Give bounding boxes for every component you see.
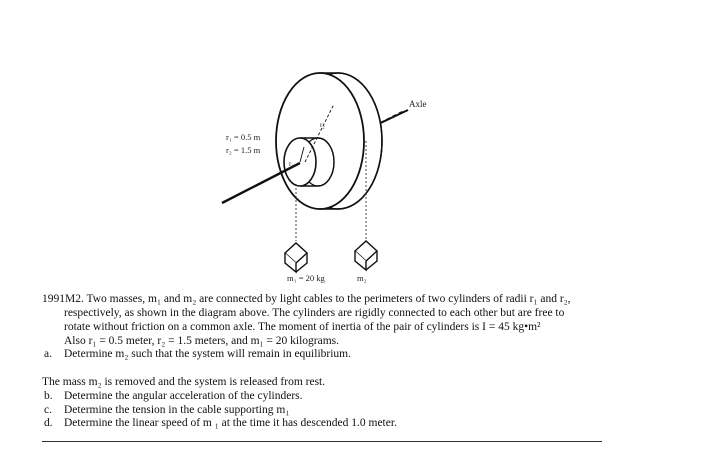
problem-intro-line: 1991M2. Two masses, m₁ and m₂ are connected by light cables to the perimeters of two cylinders of radii r₁ and r₂, (42, 293, 571, 305)
axle-label: Axle (409, 99, 427, 109)
mass-m2-block (355, 241, 377, 270)
m1-label: m₁ = 20 kg (287, 273, 325, 283)
release-text: The mass m₂ is removed and the system is released from rest. (42, 376, 326, 388)
part-c-marker: c. (44, 404, 52, 416)
mass-m1-block (285, 243, 307, 272)
r2-value-label: r₂ = 1.5 m (226, 145, 261, 155)
part-b-text: Determine the angular acceleration of the cylinders. (64, 390, 303, 402)
r1-marker: r₁ (289, 160, 294, 168)
part-d-text: Determine the linear speed of m ₁ at the time it has descended 1.0 meter. (64, 417, 397, 429)
part-c-text: Determine the tension in the cable supporting m₁ (64, 404, 290, 416)
problem-intro-line: rotate without friction on a common axle. The moment of inertia of the pair of cylinders is I = 45 kg•m² (64, 321, 541, 333)
r2-marker: r₂ (320, 121, 325, 129)
horizontal-rule (42, 441, 602, 442)
part-a-marker: a. (44, 348, 52, 360)
part-d-marker: d. (44, 417, 53, 429)
problem-intro-line: Also r₁ = 0.5 meter, r₂ = 1.5 meters, and m₁ = 20 kilograms. (64, 335, 340, 347)
part-a-text: Determine m₂ such that the system will remain in equilibrium. (64, 348, 351, 360)
m2-label: m₂ (357, 273, 367, 283)
r1-value-label: r₁ = 0.5 m (226, 132, 261, 142)
problem-intro-line: respectively, as shown in the diagram above. The cylinders are rigidly connected to each other but are free to (64, 307, 565, 319)
part-b-marker: b. (44, 390, 53, 402)
